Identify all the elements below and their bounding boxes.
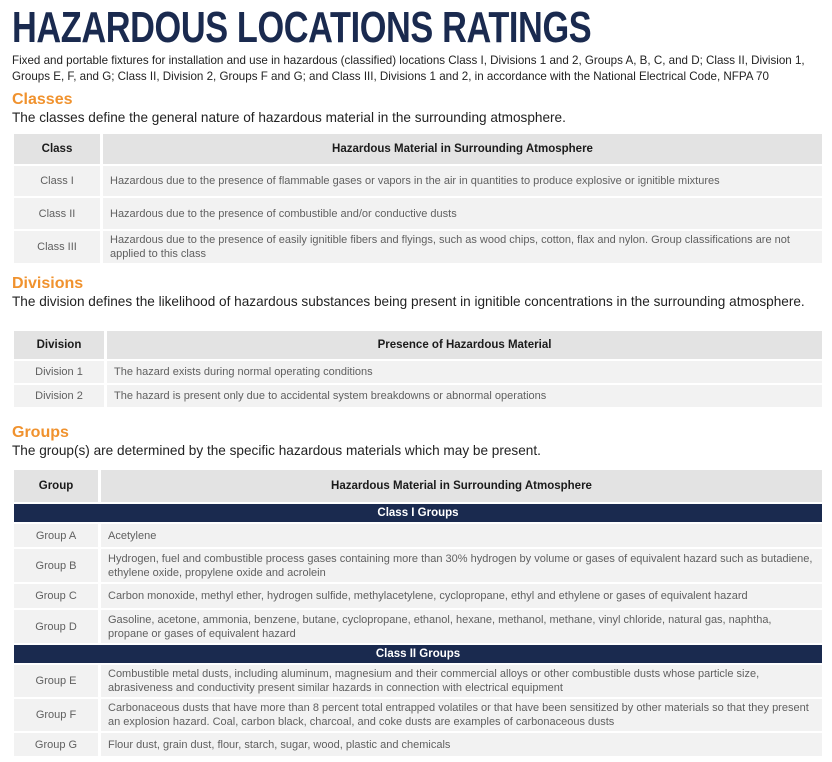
class-description: Hazardous due to the presence of flammable gases or vapors in the air in quantities to produce explosive or ignitible mixtures — [100, 166, 822, 196]
table-row — [14, 549, 822, 582]
group-description: Carbon monoxide, methyl ether, hydrogen sulfide, methylacetylene, cyclopropane, ethyl and ethylene or gases of equivalent hazard — [98, 584, 822, 608]
table-row — [14, 361, 822, 383]
table-row — [14, 385, 822, 407]
class2-groups-label: Class II Groups — [14, 645, 822, 663]
group-label: Group F — [14, 699, 98, 731]
classes-col-material: Hazardous Material in Surrounding Atmosphere — [100, 134, 822, 164]
group-description: Hydrogen, fuel and combustible process gases containing more than 30% hydrogen by volume or gases of equivalent hazard such as butadiene, ethylene oxide, propylene oxide and acrolein — [98, 549, 822, 582]
class1-groups-bar — [14, 504, 822, 522]
group-label: Group G — [14, 733, 98, 756]
table-row — [14, 610, 822, 643]
division-label: Division 2 — [14, 385, 104, 407]
class1-groups-label: Class I Groups — [14, 504, 822, 522]
groups-col-group: Group — [14, 470, 98, 502]
group-label: Group B — [14, 549, 98, 582]
groups-col-material: Hazardous Material in Surrounding Atmosphere — [98, 470, 822, 502]
division-description: The hazard is present only due to accidental system breakdowns or abnormal operations — [104, 385, 822, 407]
classes-table — [14, 132, 822, 265]
table-row — [14, 198, 822, 229]
class-description: Hazardous due to the presence of combustible and/or conductive dusts — [100, 198, 822, 229]
table-row — [14, 524, 822, 547]
division-label: Division 1 — [14, 361, 104, 383]
classes-description: The classes define the general nature of hazardous material in the surrounding atmosphere. — [12, 110, 566, 125]
divisions-table — [14, 329, 822, 409]
page-title: HAZARDOUS LOCATIONS RATINGS — [12, 3, 592, 52]
class-label: Class II — [14, 198, 100, 229]
group-label: Group A — [14, 524, 98, 547]
groups-table — [14, 468, 822, 758]
group-label: Group C — [14, 584, 98, 608]
intro-text: Fixed and portable fixtures for installation and use in hazardous (classified) locations Class I, Divisions 1 and 2, Groups A, B, C, and D; Class II, Division 1, Groups E, F, and G; Class II, Division 2, Groups F and G; and Class III, Divisions 1 and 2, in accordance with the National Electrical Code, NFPA 70 — [12, 54, 805, 83]
group-description: Flour dust, grain dust, flour, starch, sugar, wood, plastic and chemicals — [98, 733, 822, 756]
group-description: Combustible metal dusts, including aluminum, magnesium and their commercial alloys or other combustible dusts whose particle size, abrasiveness and conductivity present similar hazards in connection with electrical equipment — [98, 665, 822, 697]
divisions-col-presence: Presence of Hazardous Material — [104, 331, 822, 359]
group-label: Group E — [14, 665, 98, 697]
table-row — [14, 699, 822, 731]
table-row — [14, 665, 822, 697]
group-description: Carbonaceous dusts that have more than 8 percent total entrapped volatiles or that have been sensitized by other materials so that they present an explosion hazard. Coal, carbon black, charcoal, and coke dusts are examples of carbonaceous dusts — [98, 699, 822, 731]
classes-heading: Classes — [12, 91, 73, 108]
table-row — [14, 166, 822, 196]
class-label: Class I — [14, 166, 100, 196]
group-description: Acetylene — [98, 524, 822, 547]
group-label: Group D — [14, 610, 98, 643]
division-description: The hazard exists during normal operating conditions — [104, 361, 822, 383]
table-row — [14, 231, 822, 263]
divisions-description: The division defines the likelihood of hazardous substances being present in ignitible concentrations in the surrounding atmosphere. — [12, 294, 805, 309]
classes-col-class: Class — [14, 134, 100, 164]
table-row — [14, 584, 822, 608]
divisions-heading: Divisions — [12, 275, 84, 292]
table-row — [14, 733, 822, 756]
divisions-col-division: Division — [14, 331, 104, 359]
groups-description: The group(s) are determined by the specific hazardous materials which may be present. — [12, 443, 541, 458]
class-label: Class III — [14, 231, 100, 263]
group-description: Gasoline, acetone, ammonia, benzene, butane, cyclopropane, ethanol, hexane, methanol, methane, vinyl chloride, natural gas, naphtha, propane or gases of equivalent hazard — [98, 610, 822, 643]
groups-heading: Groups — [12, 424, 69, 441]
class2-groups-bar — [14, 645, 822, 663]
class-description: Hazardous due to the presence of easily ignitible fibers and flyings, such as wood chips, cotton, flax and nylon. Group classifications are not applied to this class — [100, 231, 822, 263]
